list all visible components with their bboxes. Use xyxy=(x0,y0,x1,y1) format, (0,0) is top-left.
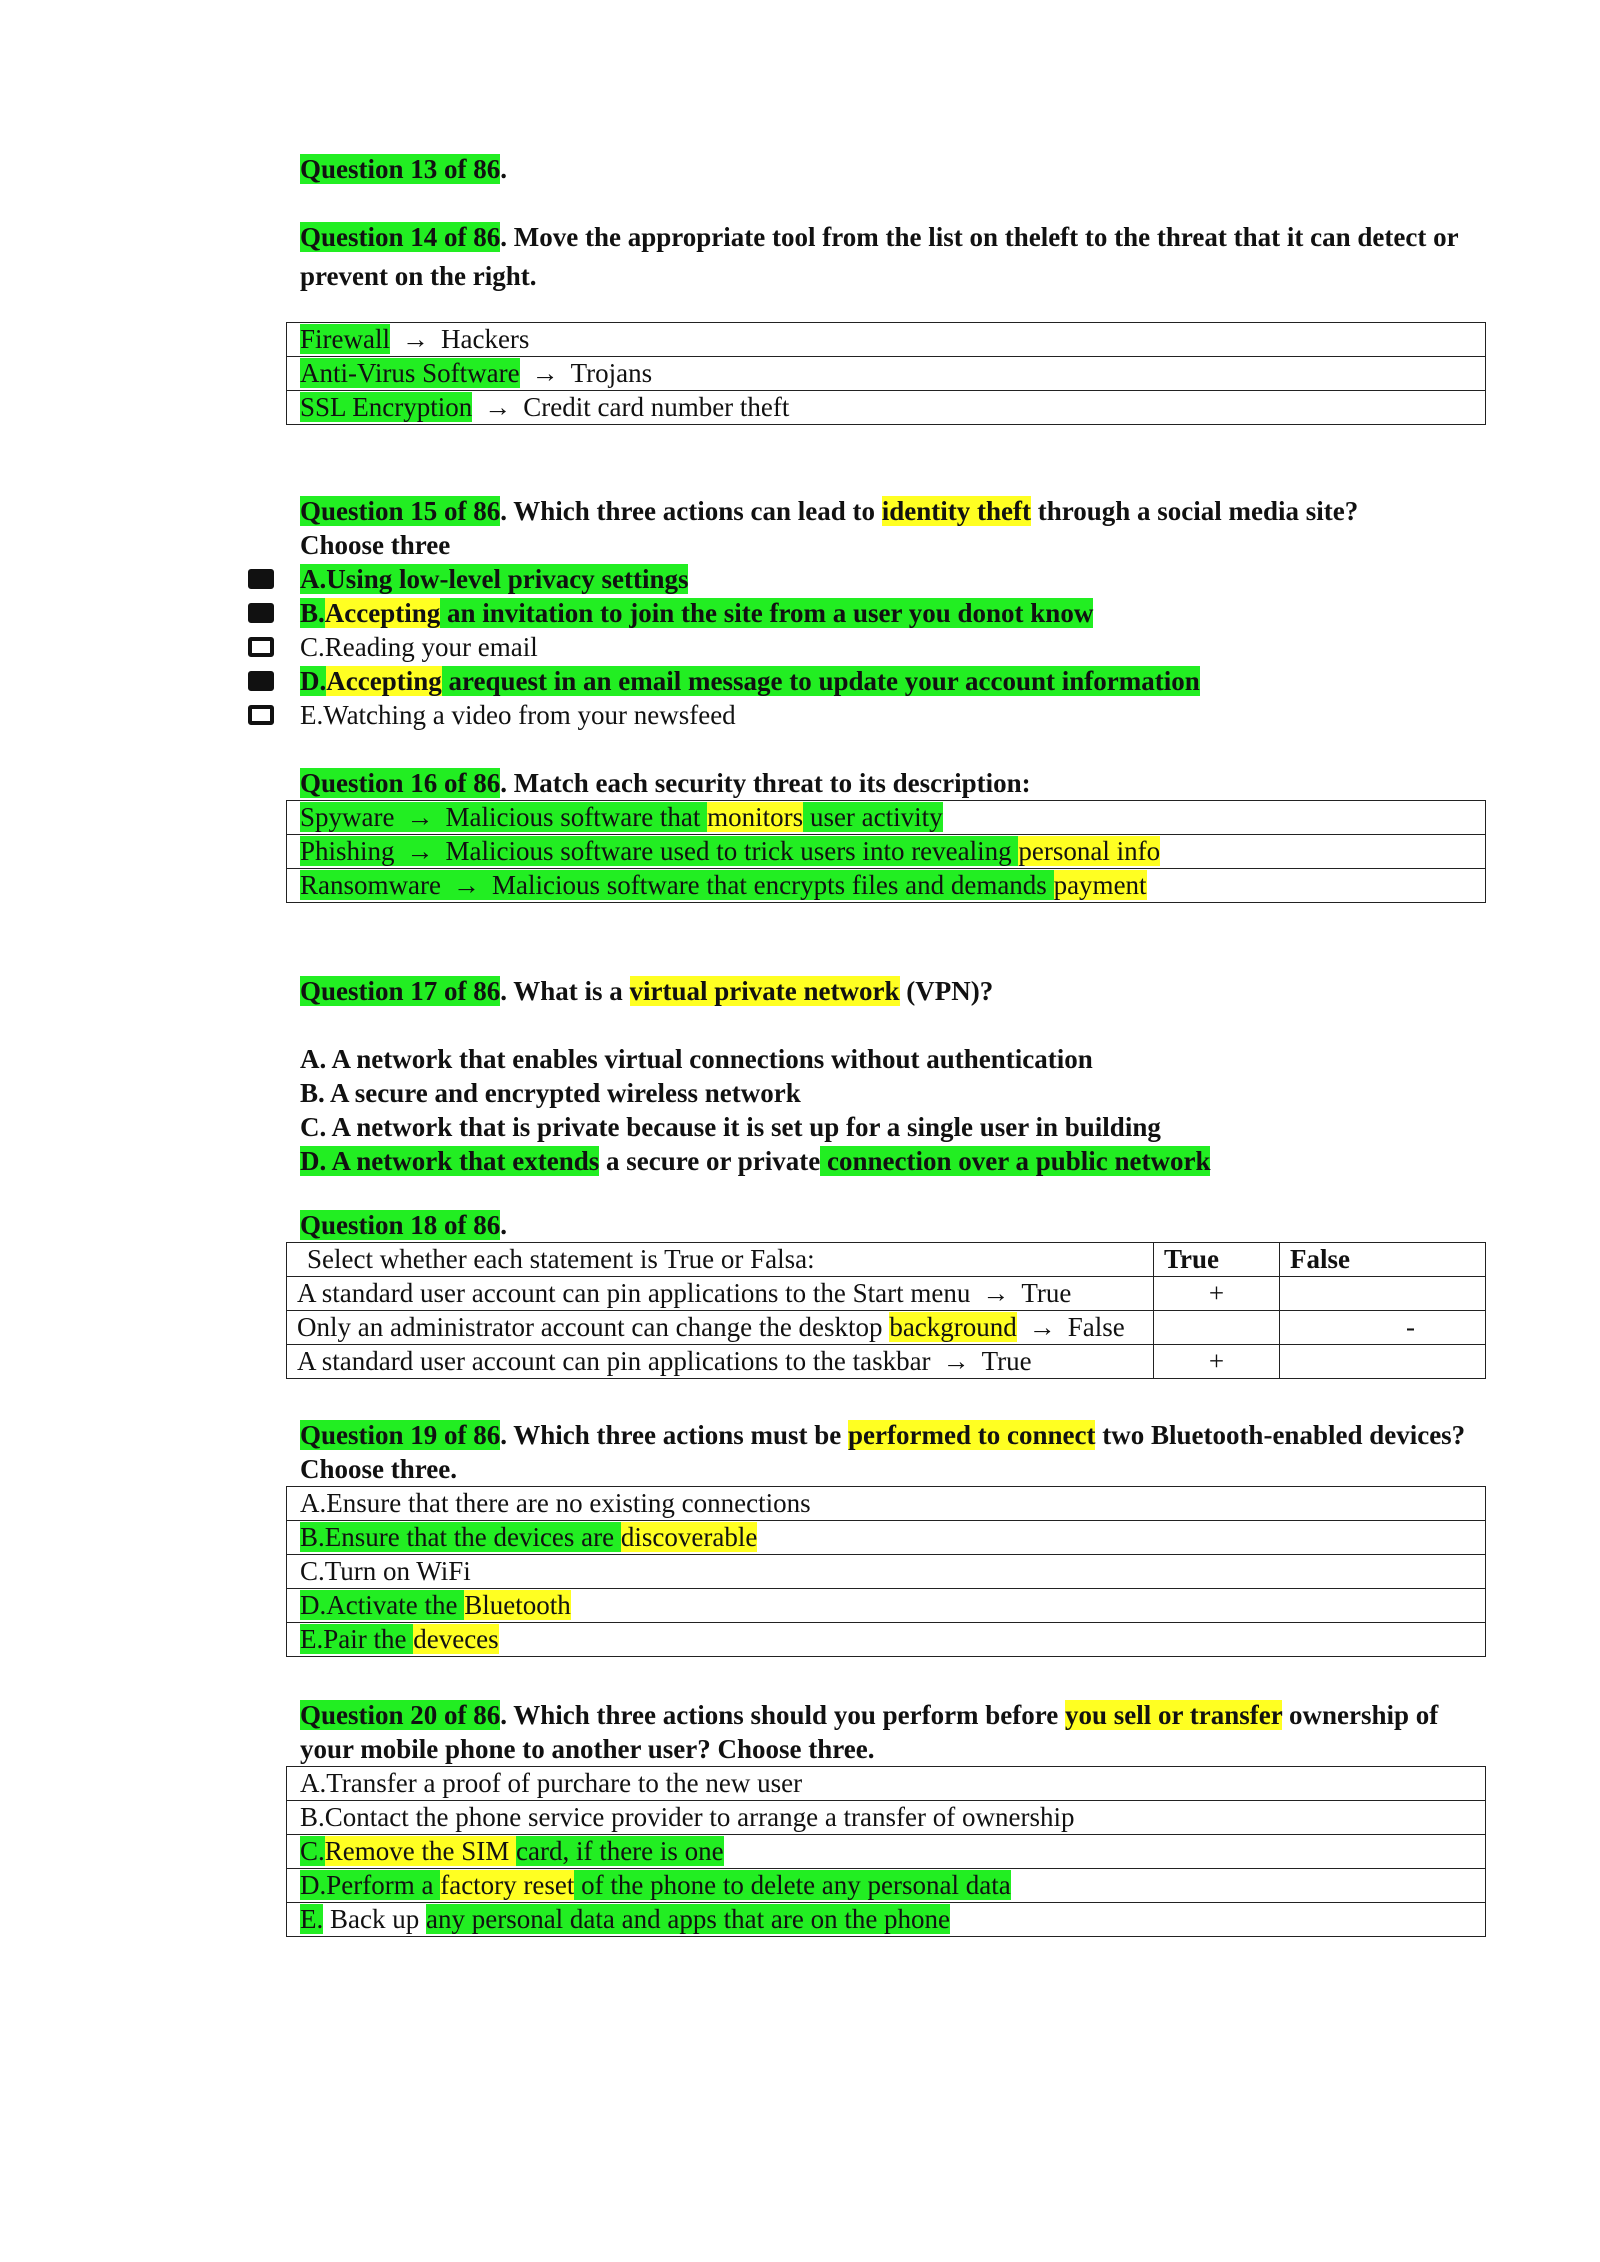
table-row[interactable]: D.Perform a factory reset of the phone to delete any personal data xyxy=(287,1869,1486,1903)
question-13: Question 13 of 86. xyxy=(300,154,508,184)
option-d[interactable]: D.Accepting arequest in an email message to update your account information xyxy=(300,664,1490,698)
question-17-label: Question 17 of 86 xyxy=(300,976,501,1006)
arrow-right-icon: → xyxy=(1028,1312,1056,1342)
question-18-label: Question 18 of 86 xyxy=(300,1210,501,1240)
arrow-right-icon: → xyxy=(452,870,480,900)
table-row: Ransomware → Malicious software that encrypts files and demands payment xyxy=(287,869,1486,903)
table-row: Spyware → Malicious software that monitors user activity xyxy=(287,801,1486,835)
checkbox-checked-icon[interactable] xyxy=(248,603,274,623)
table-row[interactable]: E. Back up any personal data and apps that are on the phone xyxy=(287,1903,1486,1937)
question-20-label: Question 20 of 86 xyxy=(300,1700,501,1730)
table-row: A standard user account can pin applications to the taskbar → True + xyxy=(287,1345,1486,1379)
arrow-right-icon: → xyxy=(942,1346,970,1376)
true-cell[interactable]: + xyxy=(1154,1345,1280,1379)
table-row: Firewall → Hackers xyxy=(287,323,1486,357)
question-15-label: Question 15 of 86 xyxy=(300,496,501,526)
question-13-label: Question 13 of 86 xyxy=(300,154,501,184)
question-14-table xyxy=(300,322,1490,425)
question-18: Question 18 of 86. Select whether each statement is True or Falsa: True False A standard user account can pin applications to the Start menu → True + Only an administrator account can change the desktop background → False - A standard user account can pin applications to the taskbar → True + xyxy=(300,1208,1490,1379)
arrow-right-icon: → xyxy=(484,392,512,422)
arrow-right-icon: → xyxy=(401,324,429,354)
true-cell[interactable]: + xyxy=(1154,1277,1280,1311)
option-c[interactable]: C. A network that is private because it is set up for a single user in building xyxy=(300,1112,1161,1142)
question-19-label: Question 19 of 86 xyxy=(300,1420,501,1450)
arrow-right-icon: → xyxy=(982,1278,1010,1308)
option-b[interactable]: B. A secure and encrypted wireless network xyxy=(300,1078,801,1108)
question-15: Question 15 of 86. Which three actions can lead to identity theft through a social media site? Choose three A.Using low-level privacy settings B.Accepting an invitation to join the site from a user you donot know C.Reading your email D.Accepting arequest in an email message to update your account information E.Watching a video from your newsfeed xyxy=(300,494,1490,732)
table-header-row: Select whether each statement is True or Falsa: True False xyxy=(287,1243,1486,1277)
question-17: Question 17 of 86. What is a virtual private network (VPN)? A. A network that enables virtual connections without authentication B. A secure and encrypted wireless network C. A network that is private because it is set up for a single user in building D. A network that extends a secure or private connection over a public network xyxy=(300,974,1490,1178)
arrow-right-icon: → xyxy=(406,802,434,832)
table-row[interactable]: A.Transfer a proof of purchare to the new user xyxy=(287,1767,1486,1801)
table-row: Only an administrator account can change the desktop background → False - xyxy=(287,1311,1486,1345)
true-cell[interactable] xyxy=(1154,1311,1280,1345)
question-16-label: Question 16 of 86 xyxy=(300,768,501,798)
option-b[interactable]: B.Accepting an invitation to join the site from a user you donot know xyxy=(300,596,1490,630)
true-false-table xyxy=(286,1242,1486,1379)
checkbox-empty-icon[interactable] xyxy=(248,705,274,725)
table-row: Anti-Virus Software → Trojans xyxy=(287,357,1486,391)
arrow-right-icon: → xyxy=(531,358,559,388)
table-row[interactable]: E.Pair the deveces xyxy=(287,1623,1486,1657)
table-row[interactable]: B.Contact the phone service provider to arrange a transfer of ownership xyxy=(287,1801,1486,1835)
table-row: SSL Encryption → Credit card number theft xyxy=(287,391,1486,425)
table-row[interactable]: A.Ensure that there are no existing connections xyxy=(287,1487,1486,1521)
question-14 xyxy=(300,218,1490,296)
option-a[interactable]: A. A network that enables virtual connections without authentication xyxy=(300,1044,1093,1074)
table-row[interactable]: B.Ensure that the devices are discoverable xyxy=(287,1521,1486,1555)
table-row[interactable]: C.Remove the SIM card, if there is one xyxy=(287,1835,1486,1869)
checkbox-empty-icon[interactable] xyxy=(248,637,274,657)
option-c[interactable]: C.Reading your email xyxy=(300,630,1490,664)
false-cell[interactable] xyxy=(1280,1345,1486,1379)
table-row[interactable]: D.Activate the Bluetooth xyxy=(287,1589,1486,1623)
table-row: Phishing → Malicious software used to trick users into revealing personal info xyxy=(287,835,1486,869)
question-20: Question 20 of 86. Which three actions should you perform before you sell or transfer ownership of your mobile phone to another user? Choose three. A.Transfer a proof of purchare to the new user B.Contact the phone service provider to arrange a transfer of ownership C.Remove the SIM card, if there is one D.Perform a factory reset of the phone to delete any personal data E. Back up any personal data and apps that are on the phone xyxy=(300,1698,1490,1937)
table-row: A standard user account can pin applications to the Start menu → True + xyxy=(287,1277,1486,1311)
table-row[interactable]: C.Turn on WiFi xyxy=(287,1555,1486,1589)
question-14-text: . Move the appropriate tool from the list on theleft to the threat that it can detect or prevent on the right. xyxy=(300,222,1459,291)
false-cell[interactable]: - xyxy=(1280,1311,1486,1345)
false-cell[interactable] xyxy=(1280,1277,1486,1311)
question-19: Question 19 of 86. Which three actions must be performed to connect two Bluetooth-enabled devices? Choose three. A.Ensure that there are no existing connections B.Ensure that the devices are discoverable C.Turn on WiFi D.Activate the Bluetooth E.Pair the deveces xyxy=(300,1418,1490,1657)
arrow-right-icon: → xyxy=(406,836,434,866)
checkbox-checked-icon[interactable] xyxy=(248,569,274,589)
option-a[interactable]: A.Using low-level privacy settings xyxy=(300,562,1490,596)
option-d[interactable]: D. A network that extends a secure or private connection over a public network xyxy=(300,1146,1211,1176)
checkbox-checked-icon[interactable] xyxy=(248,671,274,691)
question-16: Question 16 of 86. Match each security threat to its description: Spyware → Malicious software that monitors user activity Phishing → Malicious software used to trick users into revealing personal info Ransomware → Malicious software that encrypts files and demands payment xyxy=(300,766,1490,903)
option-e[interactable]: E.Watching a video from your newsfeed xyxy=(300,698,1490,732)
question-14-label: Question 14 of 86 xyxy=(300,222,501,252)
